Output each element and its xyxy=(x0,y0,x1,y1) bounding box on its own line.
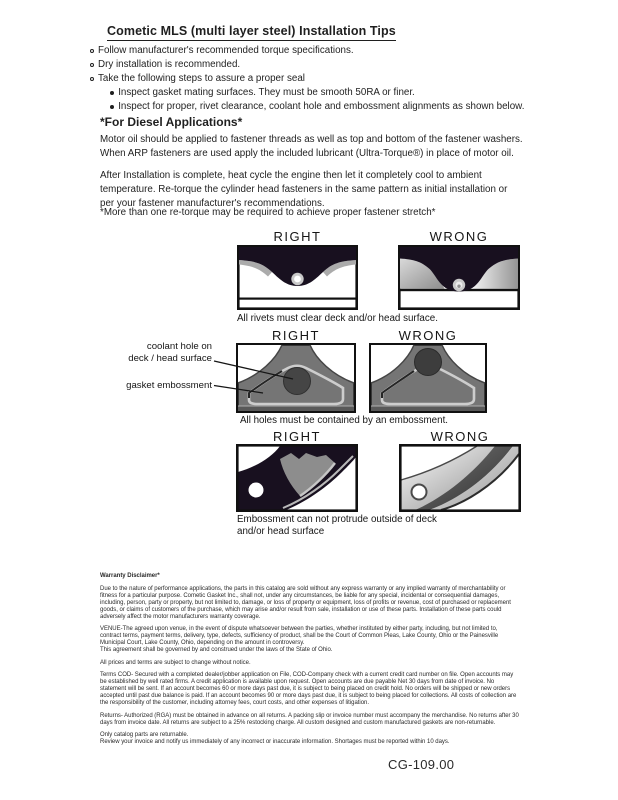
row1-wrong-label: WRONG xyxy=(429,229,489,244)
gasket-embossment-label: gasket embossment xyxy=(126,380,212,391)
legal-paragraph: Review your invoice and notify us immediately of any incorrect or inaccurate information. Shortages must be reported within 10 days. xyxy=(100,739,450,745)
bullet-text: Take the following steps to assure a proper seal xyxy=(98,73,305,84)
bullet-text: Follow manufacturer's recommended torque specifications. xyxy=(98,45,354,56)
bullet-text: Dry installation is recommended. xyxy=(98,59,241,70)
legal-paragraph: All prices and terms are subject to change without notice. xyxy=(100,659,251,666)
list-item xyxy=(90,58,530,72)
coolant-hole-label: coolant hole on deck / head surface xyxy=(128,341,212,364)
row2-caption: All holes must be contained by an embossment. xyxy=(240,415,449,426)
tips-list xyxy=(90,44,530,114)
list-item xyxy=(90,44,530,58)
hollow-bullet-icon xyxy=(90,49,94,53)
row2-right-label: RIGHT xyxy=(272,328,320,343)
hollow-bullet-icon xyxy=(90,63,94,67)
bolt-hole xyxy=(412,485,427,500)
list-item xyxy=(110,100,530,114)
row2-wrong-label: WRONG xyxy=(398,328,458,343)
row3-wrong-label: WRONG xyxy=(430,429,490,444)
legal-paragraph: This agreement shall be governed by and construed under the laws of the State of Ohio. xyxy=(100,647,333,653)
row3-right-label: RIGHT xyxy=(273,429,321,444)
legal-paragraph: Returns- Authorized (RGA) must be obtained in advance on all returns. A packing slip or invoice number must accompany the merchandise. No returns after 30 days from invoice date. All returns are subject to a 25% restocking charge. All custom designed and custom manufactured gaskets are non-returnable. xyxy=(100,712,519,726)
diagram-row3-right-panel xyxy=(236,444,358,512)
warranty-disclaimer-heading: Warranty Disclaimer* xyxy=(100,573,160,579)
row1-right-label: RIGHT xyxy=(273,229,322,244)
list-item xyxy=(110,86,530,100)
row3-caption: Embossment can not protrude outside of deck and/or head surface xyxy=(237,514,437,537)
row1-caption: All rivets must clear deck and/or head surface. xyxy=(237,313,438,324)
hollow-bullet-icon xyxy=(90,77,94,81)
diagram-row2-right-panel xyxy=(236,343,356,413)
diagram-row1-right-panel xyxy=(237,245,358,310)
coolant-hole xyxy=(284,368,311,395)
solid-bullet-icon xyxy=(110,105,114,109)
solid-bullet-icon xyxy=(110,91,114,95)
bolt-hole xyxy=(249,483,264,498)
coolant-hole xyxy=(415,349,442,376)
page-title: Cometic MLS (multi layer steel) Installation Tips xyxy=(107,24,396,41)
diagram-row3-wrong-panel xyxy=(399,444,521,512)
legal-paragraph: VENUE-The agreed upon venue, in the event of dispute whatsoever between the parties, whether instituted by either party, including, but not limited to, contract terms, payment terms, delivery, type, defects, sufficiency of product, shall be the Court of Common Pleas, Lake County, Ohio or the Painesville Municipal Court, Lake County, Ohio, depending on the amount in controversy. xyxy=(100,626,499,646)
legal-paragraph: Due to the nature of performance applications, the parts in this catalog are sold without any express warranty or any implied warranty of merchantability or fitness for a particular purpose. Cometic Gasket Inc., shall not, under any circumstances, be liable for any special, incidental or consequential damages, including, person, party or property, but not limited to, damage, or loss of property or equipment, loss of profits or revenue, cost of purchased or replacement goods, or claims of customers of the purchase, which may arise and/or result from sale, installation or use of these parts. Installation of these parts could adversely affect the motor manufacturers warranty coverage. xyxy=(100,585,511,620)
diesel-paragraph-2: After Installation is complete, heat cycle the engine then let it completely cool to ambient temperature. Re-torque the cylinder head fasteners in the same pattern as initial installation or per your fastener manufacturer's recommendations. xyxy=(100,170,508,209)
legal-block xyxy=(100,573,519,752)
diesel-paragraph-1: Motor oil should be applied to fastener threads as well as top and bottom of the fastener washers. When ARP fasteners are used apply the included lubricant (Ultra-Torque®) in place of motor oil. xyxy=(100,134,523,159)
bullet-text: Inspect gasket mating surfaces. They must be smooth 50RA or finer. xyxy=(118,87,415,98)
diagram-row2-wrong-panel xyxy=(369,343,487,413)
bullet-text: Inspect for proper, rivet clearance, coolant hole and embossment alignments as shown below. xyxy=(118,101,525,112)
legal-paragraph: Only catalog parts are returnable. xyxy=(100,732,189,738)
retorque-note: *More than one re-torque may be required to achieve proper fastener stretch* xyxy=(100,207,436,218)
list-item xyxy=(90,72,530,86)
diagram-row1-wrong-panel xyxy=(398,245,520,310)
diesel-heading: *For Diesel Applications* xyxy=(100,115,243,129)
legal-paragraph: Terms COD- Secured with a completed dealer/jobber application on File, COD-Company check with a current credit card number on file. Open accounts may be established by well rated firms. A credit application is available upon request. Open accounts are due payable Net 30 days from date of invoice. No statement will be sent. If an account becomes 60 or more days past due, it is subject to being placed on credit hold. No orders will be shipped or new orders accepted until past due balance is paid. If an account becomes 90 or more days past due, it is subject to being placed for collections. All costs of collection are the responsibility of the customer, including attorney fees, court costs, and other expenses of litigation. xyxy=(100,672,517,706)
page-code: CG-109.00 xyxy=(388,757,455,772)
